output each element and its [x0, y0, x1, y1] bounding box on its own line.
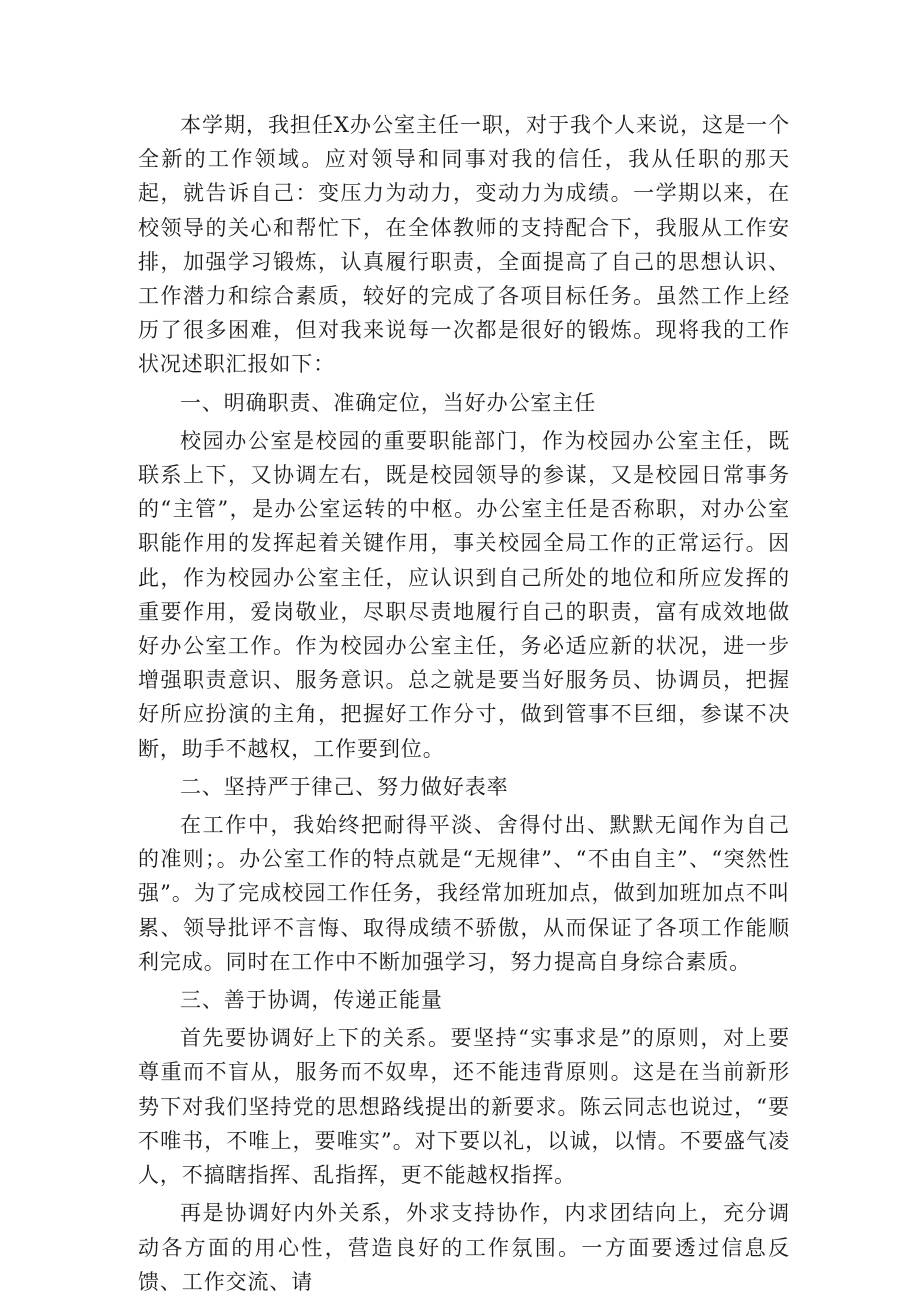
intro-paragraph: 本学期，我担任X办公室主任一职，对于我个人来说，这是一个全新的工作领域。应对领导和同事对我的信任，我从任职的那天起，就告诉自己：变压力为动力，变动力为成绩。一学期以来，在校领导的关心和帮忙下，在全体教师的支持配合下，我服从工作安排，加强学习锻炼，认真履行职责，全面提高了自己的思想认识、工作潜力和综合素质，较好的完成了各项目标任务。虽然工作上经历了很多困难，但对我来说每一次都是很好的锻炼。现将我的工作状况述职汇报如下： [138, 113, 790, 377]
section-1-paragraph: 校园办公室是校园的重要职能部门，作为校园办公室主任，既联系上下，又协调左右，既是校园领导的参谋，又是校园日常事务的“主管”，是办公室运转的中枢。办公室主任是否称职，对办公室职能作用的发挥起着关键作用，事关校园全局工作的正常运行。因此，作为校园办公室主任，应认识到自己所处的地位和所应发挥的重要作用，爱岗敬业，尽职尽责地履行自己的职责，富有成效地做好办公室工作。作为校园办公室主任，务必适应新的状况，进一步增强职责意识、服务意识。总之就是要当好服务员、协调员，把握好所应扮演的主角，把握好工作分寸，做到管事不巨细，参谋不决断，助手不越权，工作要到位。 [138, 428, 790, 761]
section-heading-2: 二、坚持严于律己、努力做好表率 [180, 774, 509, 799]
document-page [138, 108, 790, 1299]
section-heading-3: 三、善于协调，传递正能量 [180, 988, 443, 1013]
section-3-paragraph-1: 首先要协调好上下的关系。要坚持“实事求是”的原则，对上要尊重而不盲从，服务而不奴卑，还不能违背原则。这是在当前新形势下对我们坚持党的思想路线提出的新要求。陈云同志也说过，“要不唯书，不唯上，要唯实”。对下要以礼，以诚，以情。不要盛气凌人，不搞瞎指挥、乱指挥，更不能越权指挥。 [138, 1026, 790, 1188]
section-heading-1: 一、明确职责、准确定位，当好办公室主任 [180, 390, 597, 415]
section-2-paragraph: 在工作中，我始终把耐得平淡、舍得付出、默默无闻作为自己的准则；。办公室工作的特点就是“无规律”、“不由自主”、“突然性强”。为了完成校园工作任务，我经常加班加点，做到加班加点不叫累、领导批评不言悔、取得成绩不骄傲，从而保证了各项工作能顺利完成。同时在工作中不断加强学习，努力提高自身综合素质。 [138, 813, 790, 974]
section-3-paragraph-2: 再是协调好内外关系，外求支持协作，内求团结向上，充分调动各方面的用心性，营造良好的工作氛围。一方面要透过信息反馈、工作交流、请 [138, 1201, 790, 1294]
